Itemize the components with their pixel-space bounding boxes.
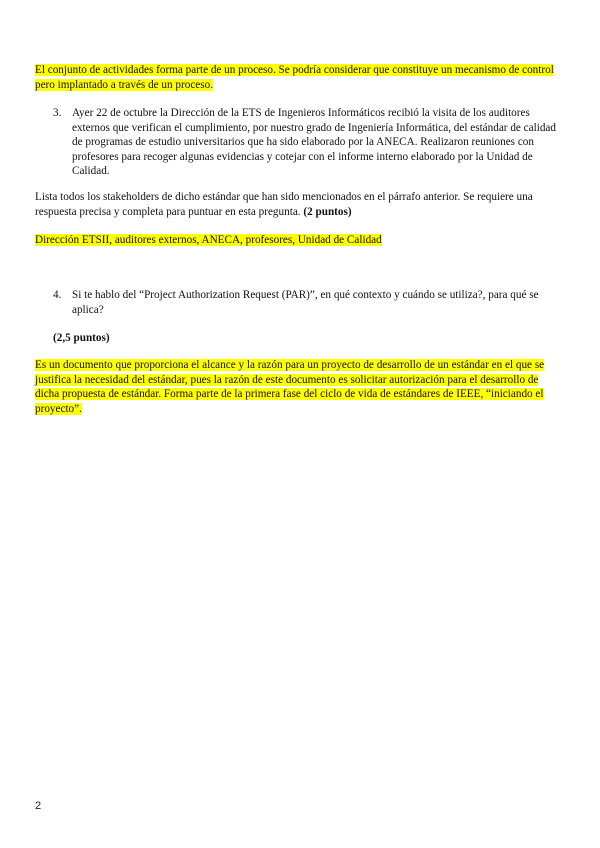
question-3-answer-text: Dirección ETSII, auditores externos, ANECA, profesores, Unidad de Calidad bbox=[35, 234, 382, 246]
intro-highlighted-text: El conjunto de actividades forma parte de un proceso. Se podría considerar que constituye un mecanismo de control pero implantado a través de un proceso. bbox=[35, 64, 554, 91]
question-3-number: 3. bbox=[53, 107, 62, 119]
question-4-points: (2,5 puntos) bbox=[53, 332, 110, 344]
question-3-text: Ayer 22 de octubre la Dirección de la ETS de Ingenieros Informáticos recibió la visita de los auditores externos que verifican el cumplimiento, por nuestro grado de Ingeniería Informática, del estándar de calidad de programas de estudio universitarios que ha sido elaborado por la ANECA. Realizaron reuniones con profesores para recoger algunas evidencias y cotejar con el informe interno elaborado por la Unidad de Calidad. bbox=[72, 107, 556, 177]
question-3-prompt-text: Lista todos los stakeholders de dicho estándar que han sido mencionados en el párrafo anterior. Se requiere una respuesta precisa y completa para puntuar en esta pregunta. bbox=[35, 191, 533, 218]
question-4-answer-text: Es un documento que proporciona el alcance y la razón para un proyecto de desarrollo de un estándar en el que se justifica la necesidad del estándar, pues la razón de este documento es solicitar autorización para el desarrollo de dicha propuesta de estándar. Forma parte de la primera fase del ciclo de vida de estándares de IEEE, “iniciando el proyecto”. bbox=[35, 359, 545, 415]
question-3-prompt bbox=[35, 190, 565, 219]
question-4-number: 4. bbox=[53, 289, 62, 301]
question-4-answer bbox=[35, 358, 565, 416]
intro-paragraph bbox=[35, 63, 565, 92]
question-3-answer bbox=[35, 233, 565, 248]
question-4-text: Si te hablo del “Project Authorization Request (PAR)”, en qué contexto y cuándo se utiliza?, para qué se aplica? bbox=[72, 289, 539, 316]
page-number: 2 bbox=[35, 800, 42, 812]
question-3-points: (2 puntos) bbox=[303, 205, 352, 218]
